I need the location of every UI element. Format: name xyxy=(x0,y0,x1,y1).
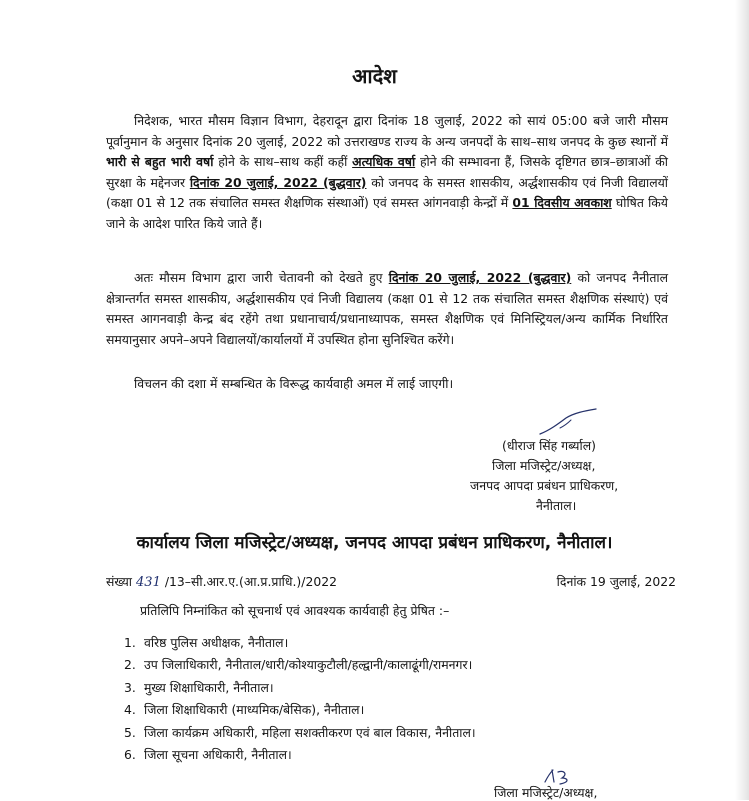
p1-bold-heavy-rain: भारी से बहुत भारी वर्षा xyxy=(106,154,214,170)
reference-code: /13–सी.आर.ए.(आ.प्र.प्राधि.)/2022 xyxy=(164,574,337,589)
reference-date: दिनांक 19 जुलाई, 2022 xyxy=(556,574,676,589)
order-paragraph-2 xyxy=(106,268,668,350)
list-item: 5. जिला कार्यक्रम अधिकारी, महिला सशक्तीकरण एवं बाल विकास, नैनीताल। xyxy=(124,724,476,740)
list-item: 2. उप जिलाधिकारी, नैनीताल/धारी/कोश्याकुटौली/हल्द्वानी/कालाढूंगी/रामनगर। xyxy=(124,657,473,673)
order-paragraph-1 xyxy=(106,111,668,235)
order-title: आदेश xyxy=(352,64,397,88)
p2-text-c: को जनपद नैनीताल क्षेत्रान्तर्गत समस्त शासकीय, अर्द्धशासकीय एवं निजी विद्यालय (कक्षा 01 से 12 तक संचालित समस्त शैक्षणिक संस्थाएं) एवं समस्त आगनवाड़ी केन्द्र बंद रहेंगे तथा प्रधानाचार्य/प्रधानाध्यापक, समस्त शैक्षणिक एवं मिनिस्ट्रियल/अन्य कार्मिक निर्धारित समयानुसार अपने–अपने विद्यालयों/कार्यालयों में उपस्थित होना सुनिश्चित करेंगे। xyxy=(106,270,668,347)
signature-mark xyxy=(536,408,606,438)
footer-designation: जिला मजिस्ट्रेट/अध्यक्ष, xyxy=(494,785,598,800)
p1-bold-extreme-rain: अत्यधिक वर्षा xyxy=(352,154,416,170)
reference-row xyxy=(106,573,676,590)
reference-number: 431 xyxy=(136,575,161,590)
p2-text-a: अतः मौसम विभाग द्वारा जारी चेतावनी को देखते हुए xyxy=(134,270,389,285)
copy-recipients-list xyxy=(124,632,476,766)
p1-bold-date: दिनांक 20 जुलाई, 2022 (बुद्धवार) xyxy=(189,174,367,190)
p1-text-c: होने के साथ–साथ कहीं कहीं xyxy=(213,154,353,170)
list-item: 1. वरिष्ठ पुलिस अधीक्षक, नैनीताल। xyxy=(124,635,289,650)
p1-bold-holiday: 01 दिवसीय अवकाश xyxy=(512,195,612,211)
page-edge-shadow xyxy=(735,0,749,800)
p1-text-a: निदेशक, भारत मौसम विज्ञान विभाग, देहरादून द्वारा दिनांक 18 जुलाई, 2022 को सायं 05:00 बजे जारी मौसम पूर्वानुमान के अनुसार दिनांक 20 जुलाई, 2022 को उत्तराखण्ड राज्य के अन्य जनपदों के साथ–साथ जनपद के कुछ स्थानों में xyxy=(106,113,668,149)
signatory-authority: जनपद आपदा प्रबंधन प्राधिकरण, xyxy=(470,478,619,493)
list-item: 3. मुख्य शिक्षाधिकारी, नैनीताल। xyxy=(124,679,274,695)
reference-label: संख्या xyxy=(106,574,133,589)
signatory-designation: जिला मजिस्ट्रेट/अध्यक्ष, xyxy=(492,458,596,473)
p2-bold-date: दिनांक 20 जुलाई, 2022 (बुद्धवार) xyxy=(388,270,572,285)
signatory-place: नैनीताल। xyxy=(536,498,577,513)
signatory-name: (धीराज सिंह गर्ब्याल) xyxy=(502,438,596,453)
signature-block xyxy=(470,436,670,516)
office-heading: कार्यालय जिला मजिस्ट्रेट/अध्यक्ष, जनपद आपदा प्रबंधन प्राधिकरण, नैनीताल। xyxy=(136,533,613,553)
p1-text-g: को जनपद के समस्त शासकीय, अर्द्धशासकीय एवं निजी विद्यालयों (कक्षा 01 से 12 तक संचालित समस्त शैक्षणिक संस्थाओं) एवं समस्त आंगनवाड़ी केन्द्रों में xyxy=(106,174,669,211)
list-item: 6. जिला सूचना अधिकारी, नैनीताल। xyxy=(124,747,292,763)
p1-text-i: घोषित किये जाने के आदेश पारित किये जाते हैं। xyxy=(106,195,668,231)
p1-text-e: होने की सम्भावना हैं, जिसके दृष्टिगत छात्र–छात्राओं की सुरक्षा के मद्देनजर xyxy=(106,154,668,190)
list-item: 4. जिला शिक्षाधिकारी (माध्यमिक/बेसिक), नैनीताल। xyxy=(124,702,365,718)
copy-intro: प्रतिलिपि निम्नांकित को सूचनार्थ एवं आवश्यक कार्यवाही हेतु प्रेषित :– xyxy=(140,603,450,618)
initials-mark xyxy=(542,766,576,786)
order-paragraph-3: विचलन की दशा में सम्बन्धित के विरूद्ध कार्यवाही अमल में लाई जाएगी। xyxy=(134,376,454,391)
